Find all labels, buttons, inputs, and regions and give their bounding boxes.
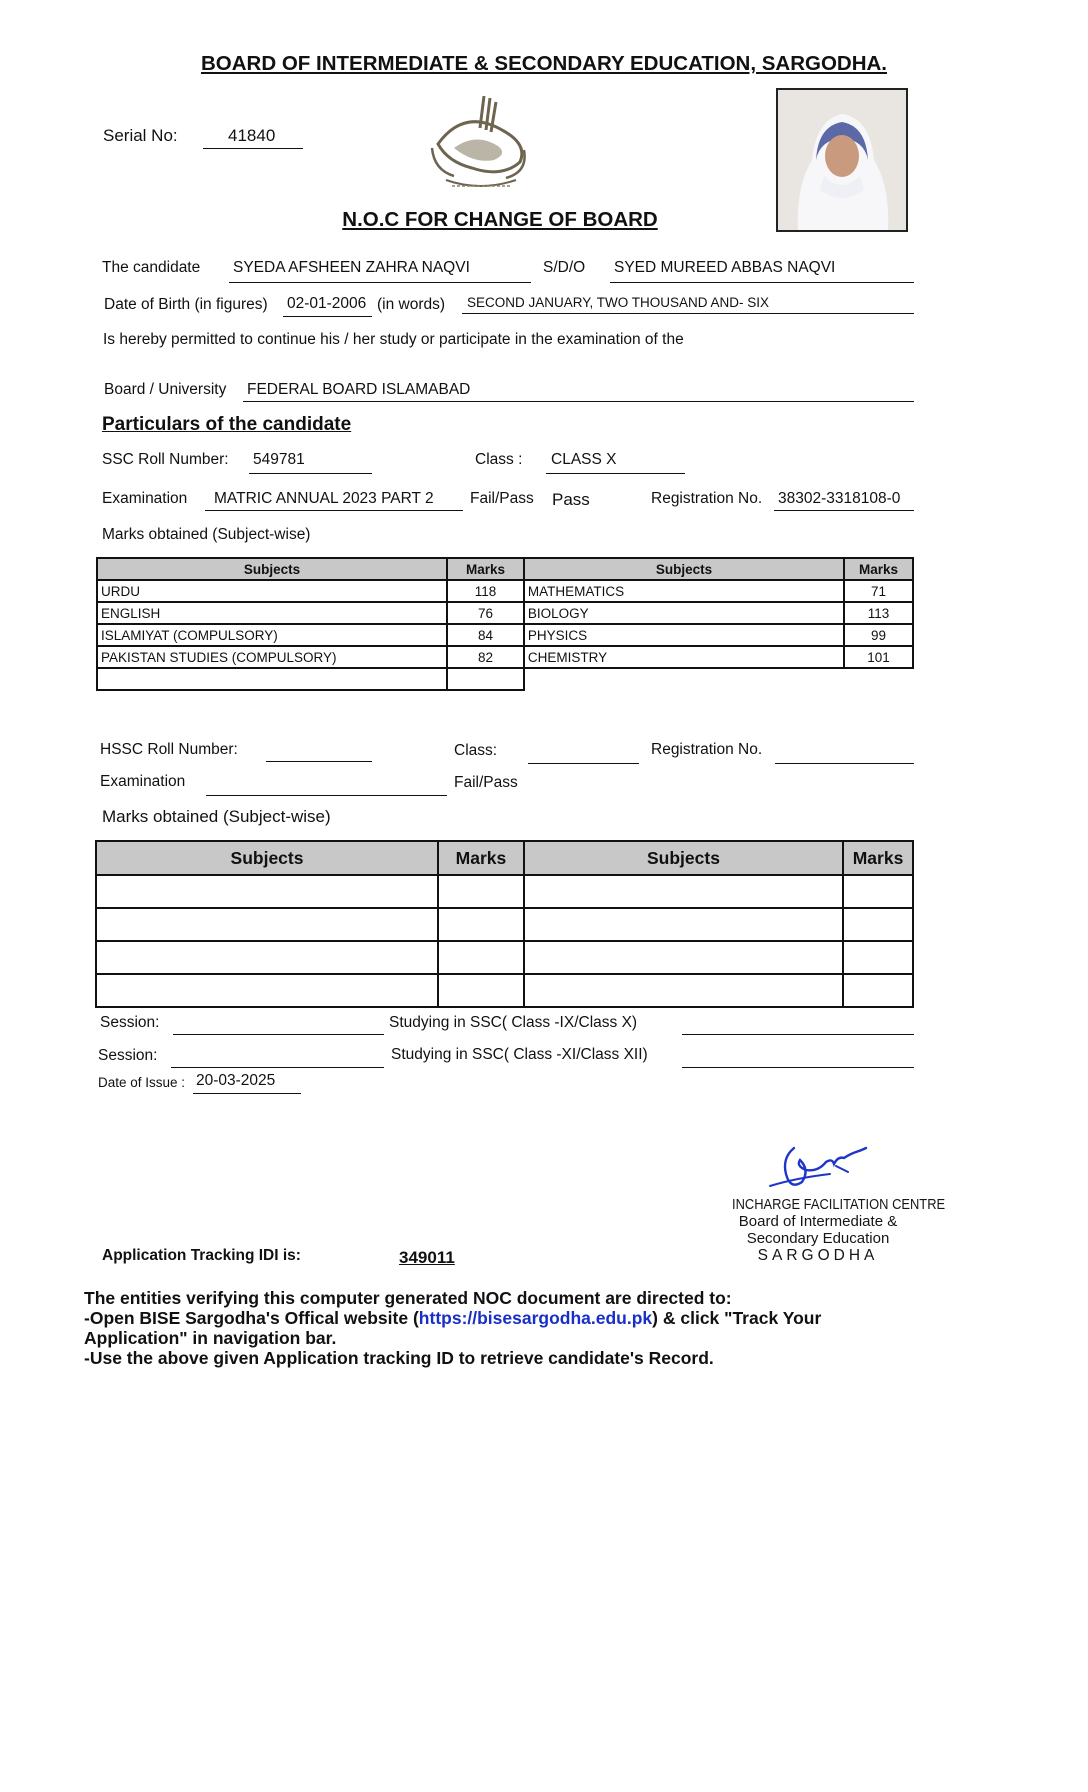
exam-underline	[205, 510, 463, 511]
exam-label: Examination	[102, 490, 188, 507]
studying-ssc-underline	[682, 1034, 914, 1035]
hssc-reg-label: Registration No.	[651, 741, 763, 758]
subject-cell	[524, 908, 843, 941]
doc-title: N.O.C FOR CHANGE OF BOARD	[342, 208, 658, 231]
ssc-marks-label: Marks obtained (Subject-wise)	[102, 526, 311, 543]
marks-cell	[447, 668, 524, 690]
candidate-name: SYEDA AFSHEEN ZAHRA NAQVI	[233, 259, 470, 276]
table-row	[97, 580, 913, 602]
class-value: CLASS X	[551, 451, 617, 468]
session-underline-1	[173, 1034, 384, 1035]
hssc-roll-label: HSSC Roll Number:	[100, 741, 238, 758]
hssc-marks-table	[95, 840, 914, 1008]
ssc-roll-value: 549781	[253, 451, 305, 468]
hssc-header-marks-1: Marks	[438, 841, 524, 875]
class-underline	[546, 473, 685, 474]
marks-cell	[843, 941, 913, 974]
table-row-empty	[97, 668, 913, 690]
dob-words-label: (in words)	[377, 296, 446, 313]
dob-words-underline	[462, 313, 914, 314]
table-row	[97, 624, 913, 646]
subject-cell: URDU	[97, 580, 447, 602]
ssc-header-marks-1: Marks	[447, 558, 524, 580]
subject-cell	[97, 668, 447, 690]
tracking-id: 349011	[399, 1248, 455, 1267]
subject-cell	[524, 875, 843, 908]
hssc-exam-label: Examination	[100, 773, 186, 790]
subject-cell: CHEMISTRY	[524, 646, 844, 668]
table-row	[96, 875, 913, 908]
subject-cell: BIOLOGY	[524, 602, 844, 624]
ssc-header-marks-2: Marks	[844, 558, 913, 580]
subject-cell: MATHEMATICS	[524, 580, 844, 602]
hssc-table-header-row	[96, 841, 913, 875]
subject-cell: ENGLISH	[97, 602, 447, 624]
ssc-marks-table	[96, 557, 914, 691]
notice-line-2-pre: -Open BISE Sargodha's Offical website (	[84, 1308, 419, 1328]
blank-cell	[524, 668, 844, 690]
hssc-class-label: Class:	[454, 742, 498, 759]
notice-line-4: -Use the above given Application tracking ID to retrieve candidate's Record.	[84, 1348, 714, 1368]
reg-label: Registration No.	[651, 490, 763, 507]
marks-cell: 118	[447, 580, 524, 602]
session-label-2: Session:	[98, 1047, 158, 1064]
hssc-exam-underline	[206, 795, 447, 796]
subject-cell: PAKISTAN STUDIES (COMPULSORY)	[97, 646, 447, 668]
relation-label: S/D/O	[543, 259, 586, 276]
marks-cell	[843, 974, 913, 1007]
serial-value: 41840	[228, 126, 276, 145]
issue-date-underline	[193, 1093, 301, 1094]
candidate-name-underline	[229, 282, 531, 283]
hssc-marks-label: Marks obtained (Subject-wise)	[102, 807, 331, 826]
marks-cell	[843, 875, 913, 908]
stamp-line-1: INCHARGE FACILITATION CENTRE	[732, 1196, 946, 1213]
class-label: Class :	[475, 451, 523, 468]
stamp-line-4: SARGODHA	[757, 1247, 879, 1264]
studying-hssc-label: Studying in SSC( Class -XI/Class XII)	[391, 1046, 648, 1063]
hssc-reg-underline	[775, 763, 914, 764]
notice-line-3: Application" in navigation bar.	[84, 1328, 337, 1348]
dob-words: SECOND JANUARY, TWO THOUSAND AND- SIX	[467, 295, 770, 310]
table-row	[96, 908, 913, 941]
hssc-header-subjects-2: Subjects	[524, 841, 843, 875]
ssc-table-header-row	[97, 558, 913, 580]
table-row	[97, 646, 913, 668]
subject-cell	[96, 974, 438, 1007]
marks-cell: 99	[844, 624, 913, 646]
issue-label: Date of Issue :	[98, 1075, 186, 1090]
reg-underline	[774, 510, 914, 511]
issue-date: 20-03-2025	[196, 1072, 276, 1089]
subject-cell	[96, 908, 438, 941]
marks-cell	[438, 974, 524, 1007]
dob-label: Date of Birth (in figures)	[104, 296, 268, 313]
ssc-roll-label: SSC Roll Number:	[102, 451, 229, 468]
marks-cell	[438, 875, 524, 908]
session-underline-2	[171, 1067, 384, 1068]
marks-cell	[438, 908, 524, 941]
ssc-header-subjects-1: Subjects	[97, 558, 447, 580]
ssc-roll-underline	[249, 473, 372, 474]
table-row	[97, 602, 913, 624]
marks-cell: 76	[447, 602, 524, 624]
particulars-heading: Particulars of the candidate	[102, 414, 352, 435]
board-value-underline	[243, 401, 914, 402]
marks-cell: 82	[447, 646, 524, 668]
hssc-failpass-label: Fail/Pass	[454, 774, 518, 791]
serial-underline	[203, 148, 303, 149]
hssc-header-marks-2: Marks	[843, 841, 913, 875]
stamp-line-2: Board of Intermediate &	[738, 1213, 898, 1230]
dob-figures: 02-01-2006	[287, 295, 367, 312]
official-stamp	[718, 1196, 946, 1265]
table-row	[96, 974, 913, 1007]
permission-text: Is hereby permitted to continue his / her study or participate in the examination of the	[103, 331, 684, 348]
father-name-underline	[610, 282, 914, 283]
hssc-header-subjects-1: Subjects	[96, 841, 438, 875]
verification-notice	[84, 1288, 984, 1368]
stamp-line-3: Secondary Education	[746, 1230, 890, 1247]
table-row	[96, 941, 913, 974]
board-emblem-icon	[424, 88, 538, 194]
subject-cell	[96, 941, 438, 974]
subject-cell	[96, 875, 438, 908]
tracking-label: Application Tracking IDI is:	[102, 1247, 301, 1264]
session-label-1: Session:	[100, 1014, 160, 1031]
notice-line-2	[84, 1308, 984, 1328]
notice-line-1: The entities verifying this computer generated NOC document are directed to:	[84, 1288, 732, 1308]
studying-hssc-underline	[682, 1067, 914, 1068]
subject-cell	[524, 974, 843, 1007]
board-label: Board / University	[104, 381, 227, 398]
signature-icon	[766, 1140, 872, 1198]
bise-website-link[interactable]: https://bisesargodha.edu.pk	[418, 1308, 653, 1328]
marks-cell: 84	[447, 624, 524, 646]
hssc-class-underline	[528, 763, 639, 764]
board-title: BOARD OF INTERMEDIATE & SECONDARY EDUCATION, SARGODHA.	[200, 52, 887, 75]
board-value: FEDERAL BOARD ISLAMABAD	[247, 381, 471, 398]
marks-cell: 101	[844, 646, 913, 668]
father-name: SYED MUREED ABBAS NAQVI	[614, 259, 836, 276]
serial-label: Serial No:	[103, 126, 178, 145]
reg-value: 38302-3318108-0	[778, 490, 901, 507]
blank-cell	[844, 668, 913, 690]
failpass-label: Fail/Pass	[470, 490, 534, 507]
notice-line-2-post: ) & click "Track Your	[652, 1308, 822, 1328]
failpass-value: Pass	[552, 490, 590, 509]
marks-cell	[843, 908, 913, 941]
exam-value: MATRIC ANNUAL 2023 PART 2	[214, 490, 434, 507]
candidate-label: The candidate	[102, 259, 201, 276]
hssc-roll-underline	[266, 761, 372, 762]
subject-cell	[524, 941, 843, 974]
studying-ssc-label: Studying in SSC( Class -IX/Class X)	[389, 1014, 638, 1031]
ssc-header-subjects-2: Subjects	[524, 558, 844, 580]
marks-cell	[438, 941, 524, 974]
subject-cell: PHYSICS	[524, 624, 844, 646]
marks-cell: 71	[844, 580, 913, 602]
subject-cell: ISLAMIYAT (COMPULSORY)	[97, 624, 447, 646]
marks-cell: 113	[844, 602, 913, 624]
dob-figures-underline	[283, 316, 372, 317]
